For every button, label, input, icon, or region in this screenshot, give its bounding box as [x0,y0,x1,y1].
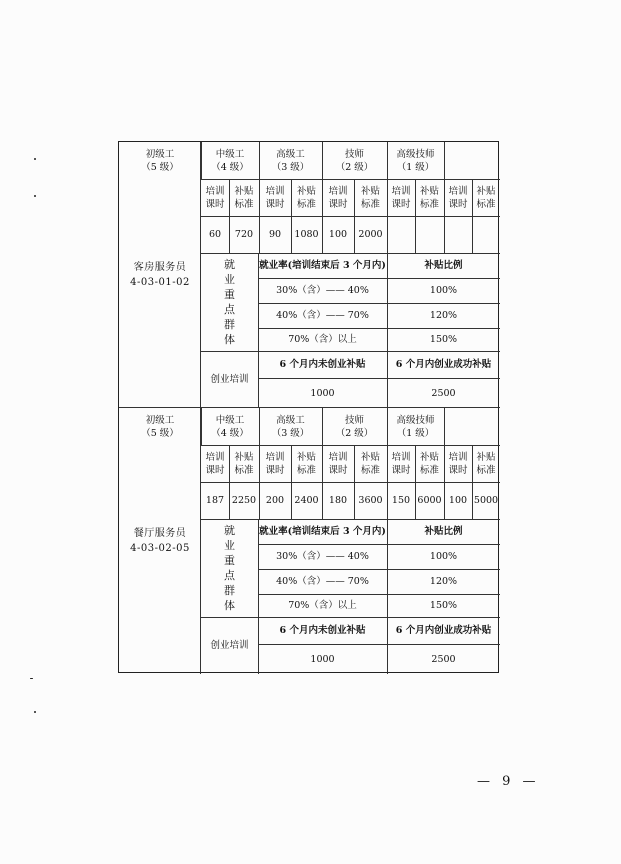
value-cell [387,216,415,253]
level-header-line: （1 级） [396,161,435,173]
sub-header [472,179,500,216]
sub-header [472,445,500,482]
sub-header [259,445,291,482]
sub-header-line: 培训 [328,185,348,197]
value-cell: 720 [234,229,254,240]
key-group-label-line: 群 [224,318,235,331]
subsidy-ratio-header: 补贴比例 [424,260,463,271]
sub-header [387,445,415,482]
level-header-line: （2 级） [335,427,374,439]
sub-header-line: 课时 [391,464,411,476]
sub-header [322,445,354,482]
key-group-label-line: 点 [224,569,235,582]
sub-header-line: 培训 [448,185,468,197]
startup-value: 2500 [431,653,456,665]
startup-header: 6 个月内未创业补贴 [279,359,366,370]
sub-header-line: 标准 [360,464,380,476]
startup-training-label: 创业培训 [210,374,249,385]
employment-rate-cell: 70%（含）以上 [288,600,357,611]
value-cell: 2400 [294,495,319,506]
subsidy-table [118,141,499,673]
sub-header-line: 补贴 [234,451,254,463]
value-cell: 1080 [294,229,319,240]
sub-header-line: 标准 [296,198,316,210]
sub-header-line: 补贴 [419,451,439,463]
job-title-cell-line: 4-03-02-05 [130,543,190,554]
sub-header-line: 课时 [265,464,285,476]
sub-header-line: 补贴 [360,185,380,197]
sub-header-line: 标准 [234,198,254,210]
sub-header-line: 培训 [328,451,348,463]
sub-header-line: 补贴 [296,185,316,197]
sub-header-line: 培训 [265,185,285,197]
sub-header-line: 补贴 [360,451,380,463]
startup-value: 1000 [310,387,335,399]
sub-header [229,179,259,216]
employment-rate-cell: 70%（含）以上 [288,334,357,345]
level-header-line: （5 级） [141,427,179,439]
sub-header-line: 补贴 [476,451,496,463]
level-header-line: 中级工 [215,414,245,426]
level-header-line: 技师 [344,414,364,426]
sub-header-line: 标准 [234,464,254,476]
job-title-cell-line: 4-03-01-02 [130,277,190,288]
startup-header: 6 个月内创业成功补贴 [395,625,492,636]
key-group-label-line: 业 [224,539,235,552]
sub-header-line: 课时 [328,464,348,476]
level-header-line: 初级工 [145,148,175,160]
sub-header-line: 补贴 [234,185,254,197]
level-header-line: （4 级） [211,427,249,439]
value-cell [472,216,500,253]
sub-header-line: 课时 [265,198,285,210]
subsidy-ratio-header: 补贴比例 [424,526,463,537]
subsidy-ratio-cell: 150% [429,334,458,345]
key-group-label-line: 重 [224,288,235,301]
value-cell: 60 [208,229,222,240]
subsidy-ratio-cell: 100% [429,551,458,562]
level-header [259,408,322,445]
key-group-label-line: 体 [224,599,235,612]
employment-rate-header: 就业率(培训结束后 3 个月内) [259,260,386,271]
value-cell: 2000 [358,229,383,240]
sub-header [415,445,444,482]
sub-header-line: 课时 [448,198,468,210]
sub-header [444,179,472,216]
employment-rate-cell: 40%（含）—— 70% [276,576,369,587]
sub-header-line: 课时 [205,198,225,210]
key-group-label-line: 群 [224,584,235,597]
key-group-label-line: 重 [224,554,235,567]
sub-header-line: 培训 [391,451,411,463]
startup-value: 1000 [310,653,335,665]
page-number: — 9 — [477,774,540,789]
sub-header [229,445,259,482]
value-cell: 2250 [231,495,257,506]
job-title-cell-line: 客房服务员 [133,262,187,273]
sub-header [259,179,291,216]
level-header-line: （3 级） [271,161,310,173]
key-group-label [201,519,258,617]
sub-header-line: 标准 [476,198,496,210]
employment-rate-cell: 30%（含）—— 40% [276,285,369,296]
level-header [119,408,201,445]
sub-header-line: 培训 [265,451,285,463]
startup-value: 2500 [431,387,456,399]
level-header [201,408,259,445]
key-group-label-line: 就 [224,524,235,537]
key-group-label-line: 就 [224,258,235,271]
sub-header [291,445,322,482]
sub-header [354,445,387,482]
value-cell: 3600 [358,495,383,506]
level-header-line: 高级技师 [396,414,435,426]
sub-header-line: 标准 [360,198,380,210]
sub-header [387,179,415,216]
table-rule [444,142,445,179]
startup-training-label: 创业培训 [210,640,249,651]
sub-header-line: 课时 [391,198,411,210]
sub-header-line: 标准 [296,464,316,476]
value-cell [415,216,444,253]
level-header [119,142,201,179]
sub-header [291,179,322,216]
key-group-label-line: 业 [224,273,235,286]
level-header-line: 技师 [344,148,364,160]
key-group-label [201,253,258,351]
level-header [322,142,387,179]
value-cell: 5000 [473,495,499,506]
value-cell: 187 [205,495,225,506]
level-header-line: （5 级） [141,161,179,173]
level-header-line: （3 级） [271,427,310,439]
value-cell: 6000 [417,495,442,506]
level-header-line: 高级工 [276,148,305,160]
scan-mark [34,158,36,160]
employment-rate-cell: 30%（含）—— 40% [276,551,369,562]
level-header [259,142,322,179]
employment-rate-header: 就业率(培训结束后 3 个月内) [259,526,386,537]
sub-header-line: 课时 [205,464,225,476]
sub-header-line: 培训 [448,451,468,463]
level-header-line: （4 级） [211,161,249,173]
level-header-line: 中级工 [215,148,245,160]
value-cell: 200 [265,495,285,506]
scan-mark [34,711,36,713]
sub-header-line: 培训 [205,451,225,463]
sub-header-line: 标准 [419,464,439,476]
sub-header-line: 课时 [448,464,468,476]
level-header-line: 初级工 [145,414,175,426]
subsidy-ratio-cell: 150% [429,600,458,611]
sub-header-line: 补贴 [476,185,496,197]
job-title-cell [119,408,201,674]
subsidy-ratio-cell: 100% [429,285,458,296]
sub-header [322,179,354,216]
level-header [387,408,444,445]
sub-header-line: 标准 [476,464,496,476]
level-header [387,142,444,179]
value-cell: 100 [328,229,348,240]
key-group-label-line: 体 [224,333,235,346]
scan-mark [30,678,33,679]
level-header-line: （1 级） [396,427,435,439]
employment-rate-cell: 40%（含）—— 70% [276,310,369,321]
value-cell: 100 [448,495,468,506]
sub-header [354,179,387,216]
startup-header: 6 个月内未创业补贴 [279,625,366,636]
subsidy-ratio-cell: 120% [429,576,458,587]
sub-header [444,445,472,482]
sub-header-line: 补贴 [419,185,439,197]
level-header-line: （2 级） [335,161,374,173]
value-cell [444,216,472,253]
level-header-line: 高级技师 [396,148,435,160]
sub-header-line: 培训 [205,185,225,197]
value-cell: 150 [391,495,411,506]
level-header-line: 高级工 [276,414,305,426]
sub-header-line: 课时 [328,198,348,210]
sub-header-line: 培训 [391,185,411,197]
table-rule [444,408,445,445]
key-group-label-line: 点 [224,303,235,316]
level-header [322,408,387,445]
sub-header [201,179,229,216]
scan-mark [34,195,36,197]
value-cell: 90 [268,229,282,240]
value-cell: 180 [328,495,348,506]
sub-header [201,445,229,482]
job-title-cell-line: 餐厅服务员 [133,528,187,539]
sub-header-line: 补贴 [296,451,316,463]
startup-header: 6 个月内创业成功补贴 [395,359,492,370]
level-header [201,142,259,179]
subsidy-ratio-cell: 120% [429,310,458,321]
sub-header-line: 标准 [419,198,439,210]
sub-header [415,179,444,216]
job-title-cell [119,142,201,408]
